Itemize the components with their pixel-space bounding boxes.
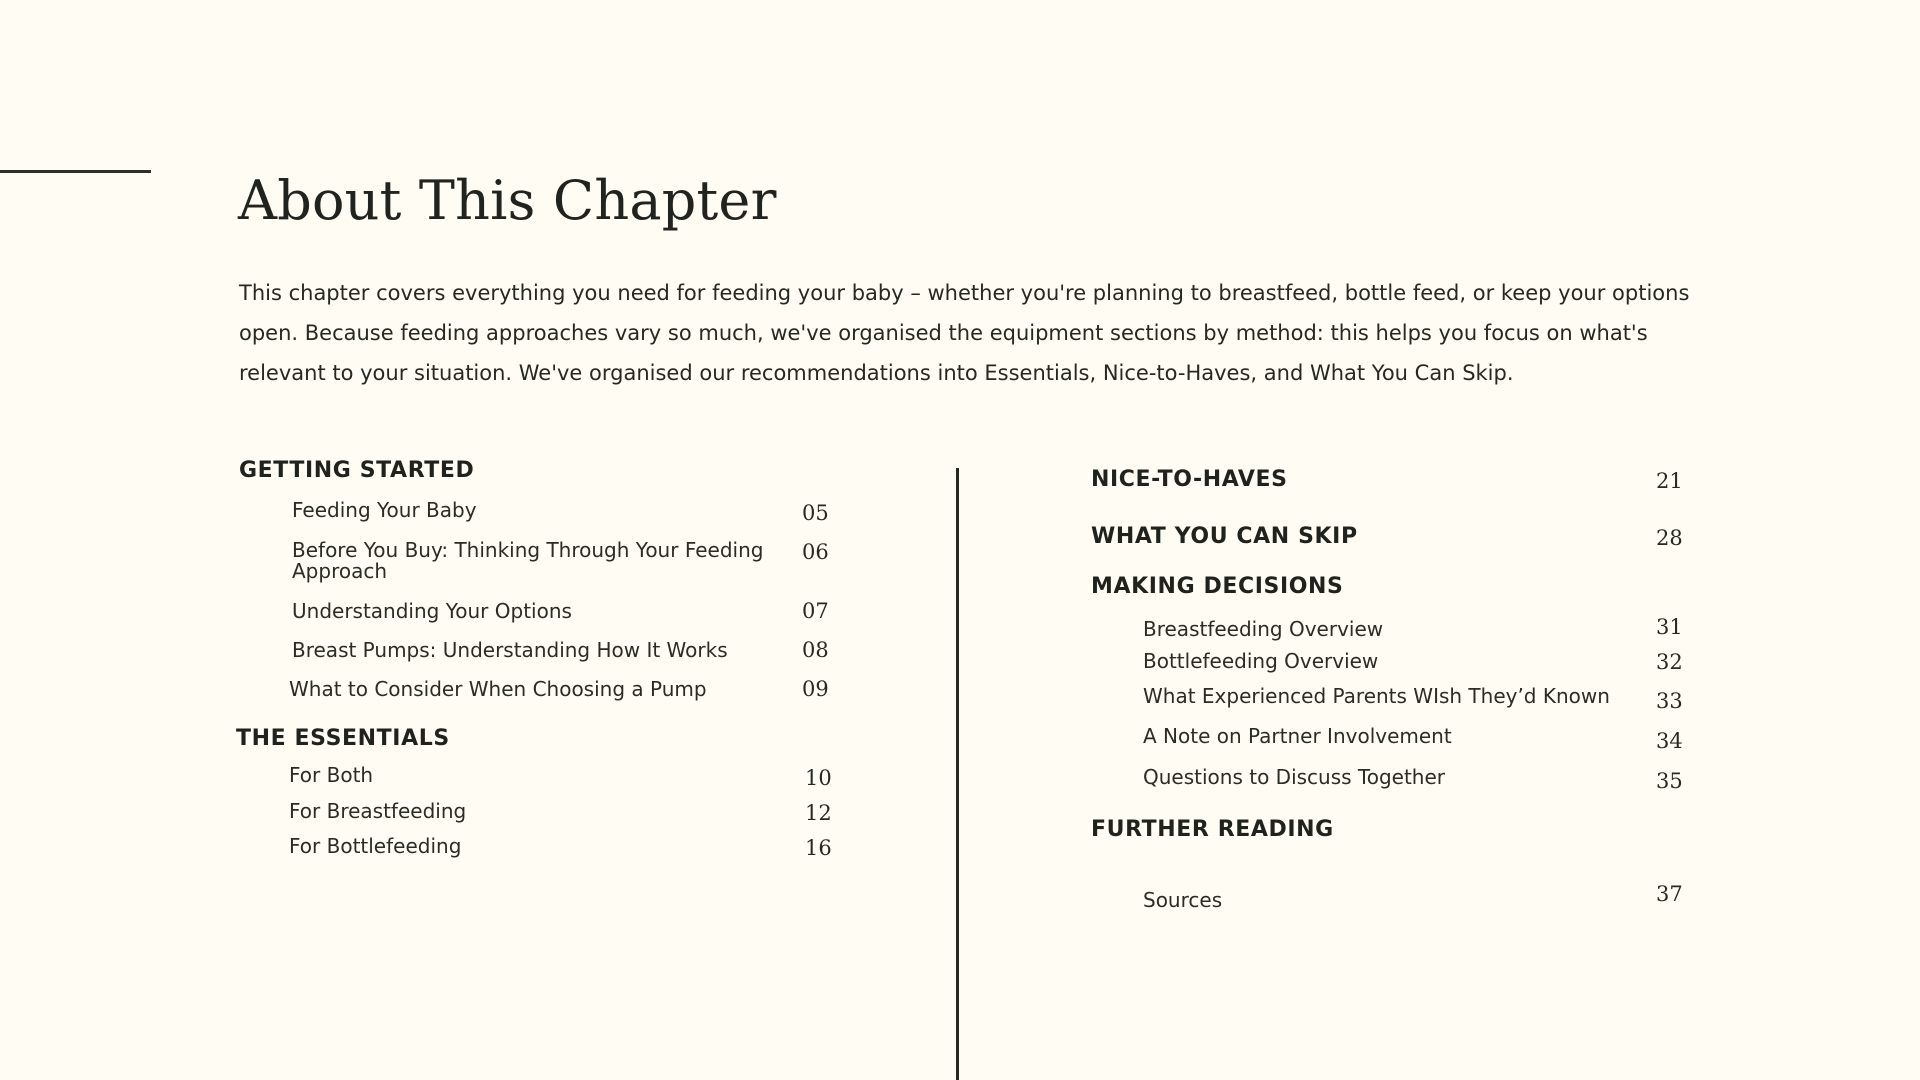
toc-page-number: 21 xyxy=(1656,469,1683,493)
toc-page-number: 12 xyxy=(805,801,832,825)
section-heading-the-essentials: THE ESSENTIALS xyxy=(236,726,450,751)
toc-item-breastfeeding-overview[interactable]: Breastfeeding Overview xyxy=(1143,617,1384,641)
section-heading-getting-started: GETTING STARTED xyxy=(239,458,475,483)
toc-page-number: 37 xyxy=(1656,882,1683,906)
toc-item-sources[interactable]: Sources xyxy=(1143,888,1223,912)
toc-item-understanding-your-options[interactable]: Understanding Your Options xyxy=(292,599,572,623)
section-heading-further-reading: FURTHER READING xyxy=(1091,817,1334,842)
chapter-intro: This chapter covers everything you need for feeding your baby – whether you're planning to breastfeed, bottle feed, or keep your options open. Because feeding approaches vary so much, we've organised the equipment sections by method: this helps you focus on what's relevant to your situation. We've organised our recommendations into Essentials, Nice-to-Haves, and What You Can Skip. xyxy=(239,281,1690,385)
toc-page-number: 33 xyxy=(1656,689,1683,713)
toc-page-number: 10 xyxy=(805,766,832,790)
toc-page-number: 35 xyxy=(1656,769,1683,793)
toc-page-number: 31 xyxy=(1656,615,1683,639)
toc-page-number: 34 xyxy=(1656,729,1683,753)
section-heading-what-you-can-skip[interactable]: WHAT YOU CAN SKIP xyxy=(1091,524,1358,549)
toc-page-number: 16 xyxy=(805,836,832,860)
accent-rule xyxy=(0,170,151,173)
toc-item-for-bottlefeeding[interactable]: For Bottlefeeding xyxy=(289,834,462,858)
toc-item-before-you-buy[interactable]: Before You Buy: Thinking Through Your Feeding Approach xyxy=(292,538,764,583)
toc-page-number: 05 xyxy=(802,501,829,525)
toc-item-choosing-a-pump[interactable]: What to Consider When Choosing a Pump xyxy=(289,677,707,701)
toc-page-number: 08 xyxy=(802,638,829,662)
toc-page-number: 06 xyxy=(802,540,829,564)
section-heading-making-decisions: MAKING DECISIONS xyxy=(1091,574,1344,599)
toc-item-feeding-your-baby[interactable]: Feeding Your Baby xyxy=(292,498,477,522)
toc-item-what-experienced-parents[interactable]: What Experienced Parents WIsh They’d Known xyxy=(1143,684,1610,708)
section-heading-nice-to-haves[interactable]: NICE-TO-HAVES xyxy=(1091,467,1288,492)
toc-item-partner-involvement[interactable]: A Note on Partner Involvement xyxy=(1143,724,1452,748)
toc-item-for-both[interactable]: For Both xyxy=(289,763,374,787)
toc-page-number: 32 xyxy=(1656,650,1683,674)
toc-page-number: 07 xyxy=(802,599,829,623)
toc-item-bottlefeeding-overview[interactable]: Bottlefeeding Overview xyxy=(1143,649,1379,673)
toc-item-breast-pumps[interactable]: Breast Pumps: Understanding How It Works xyxy=(292,638,728,662)
toc-page-number: 28 xyxy=(1656,526,1683,550)
toc-page-number: 09 xyxy=(802,677,829,701)
page-title: About This Chapter xyxy=(238,169,777,232)
toc-item-for-breastfeeding[interactable]: For Breastfeeding xyxy=(289,799,467,823)
toc-item-questions-to-discuss[interactable]: Questions to Discuss Together xyxy=(1143,765,1446,789)
column-divider xyxy=(956,468,959,1080)
